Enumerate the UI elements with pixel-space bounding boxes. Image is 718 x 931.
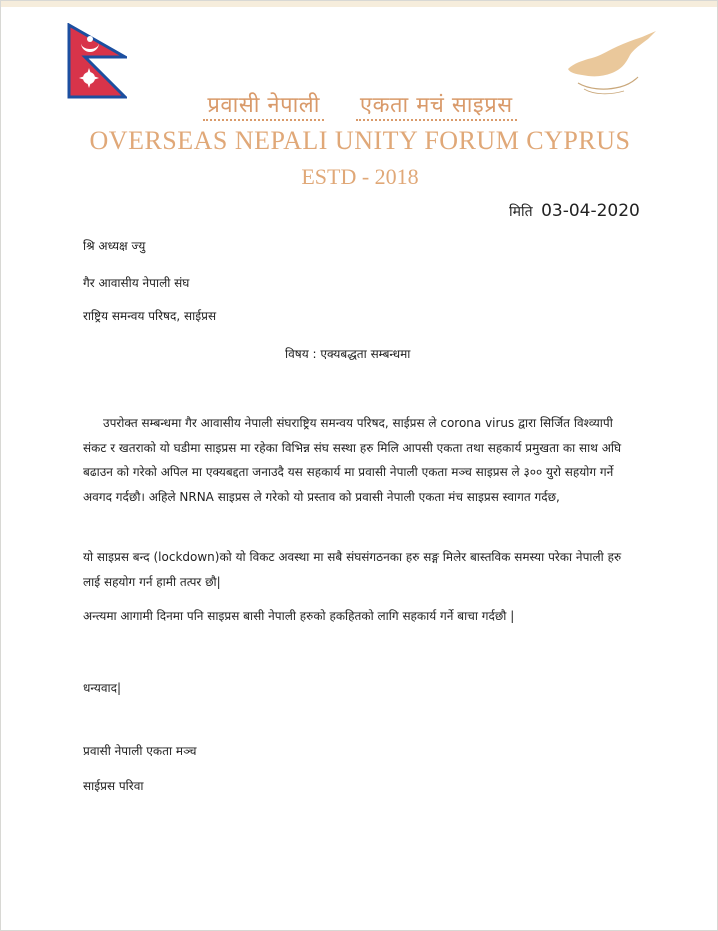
body-paragraph-1 xyxy=(83,411,639,509)
address-line-1: श्रि अध्यक्ष ज्यु xyxy=(83,239,146,253)
address-line-2: गैर आवासीय नेपाली संघ xyxy=(83,276,190,290)
org-name-nepali xyxy=(1,89,718,121)
body-paragraph-1-text: उपरोक्त सम्बन्धमा गैर आवासीय नेपाली संघराष्ट्रिय समन्वय परिषद, साईप्रस ले corona virus द्वारा सिर्जित विश्व्यापी संकट र खतराको यो घडीमा साइप्रस मा रहेका विभिन्न संघ सस्था हरु मिलि आपसी एकता तथा सहकार्य प्रमुखता का साथ अघि बढाउन को गरेको अपिल मा एक्यबद्दता जनाउदै यस सहकार्य मा प्रवासी नेपाली एकता मञ्च साइप्रस ले ३०० युरो सहयोग गर्ने अवगद गर्दछौ। अहिले NRNA साइप्रस ले गरेको यो प्रस्ताव को प्रवासी नेपाली एकता मंच साइप्रस स्वागत गर्दछ, xyxy=(83,416,622,504)
address-line-3: राष्ट्रिय समन्वय परिषद, साईप्रस xyxy=(83,309,217,323)
body-paragraph-3: अन्त्यमा आगामी दिनमा पनि साइप्रस बासी नेपाली हरुको हकहितको लागि सहकार्य गर्ने बाचा गर्दछौ | xyxy=(83,609,515,623)
org-name-nepali-part1: प्रवासी नेपाली xyxy=(203,89,324,121)
body-paragraph-2: यो साइप्रस बन्द (lockdown)को यो विकट अवस्था मा सबै संघसंगठनका हरु सङ्ग मिलेर बास्तविक समस्या परेका नेपाली हरु लाई सहयोग गर्न हामी तत्पर छौ| xyxy=(83,550,622,589)
top-border xyxy=(1,1,717,7)
date-value: 03-04-2020 xyxy=(541,201,640,221)
signature-line-2: साईप्रस परिवा xyxy=(83,779,144,793)
org-name-english: OVERSEAS NEPALI UNITY FORUM CYPRUS xyxy=(89,126,631,155)
closing-line: धन्यवाद| xyxy=(83,681,122,695)
established-line: ESTD - 2018 xyxy=(301,164,419,189)
date-line xyxy=(509,201,640,221)
org-name-nepali-part2: एकता मचं साइप्रस xyxy=(356,89,517,121)
subject-line: विषय : एक्यबद्धता सम्बन्धमा xyxy=(285,347,411,361)
date-label: मिति xyxy=(509,204,533,220)
nepal-flag-icon xyxy=(67,23,127,99)
signature-line-1: प्रवासी नेपाली एकता मञ्च xyxy=(83,744,197,758)
